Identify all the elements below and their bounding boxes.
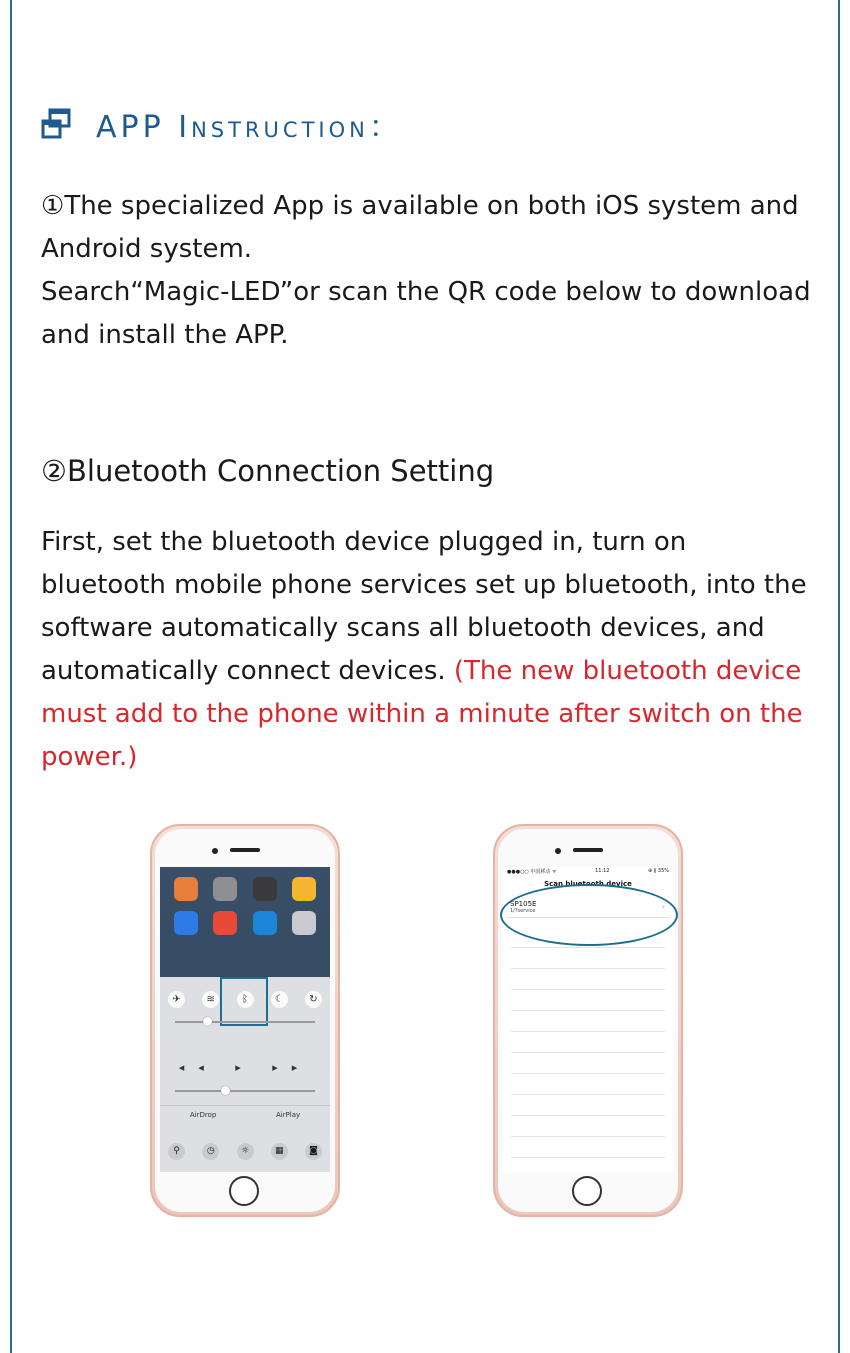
page-title: APP Instruction： (96, 110, 403, 145)
bluetooth-section-title (41, 450, 816, 493)
weibo-icon (213, 911, 237, 935)
step-number-2: ② (41, 454, 67, 488)
window-stack-icon (40, 108, 72, 140)
wifi-app-icon (253, 911, 277, 935)
settings-icon (213, 877, 237, 901)
wifi-icon[interactable]: ≋ (202, 991, 219, 1008)
moon-icon[interactable]: ☾ (271, 991, 288, 1008)
slider-knob[interactable] (221, 1086, 230, 1095)
camera-app-icon (253, 877, 277, 901)
search-instruction-text: Search“Magic-LED”or scan the QR code below to download and install the APP. (41, 277, 811, 350)
step-number-1: ① (41, 191, 65, 221)
phone-control-center (150, 824, 340, 1217)
baidu-icon (174, 911, 198, 935)
nightshift-icon[interactable]: ☼ (237, 1143, 254, 1160)
media-controls[interactable]: ◂◂ ▸ ▸▸ (178, 1061, 312, 1074)
control-center-panel (160, 977, 330, 1172)
airplane-icon[interactable]: ✈ (168, 991, 185, 1008)
airdrop-airplay-row (160, 1105, 330, 1124)
quick-actions (168, 1143, 322, 1160)
timer-icon[interactable]: ◷ (202, 1143, 219, 1160)
carrier-label: ●●●○○ 中国移动 ᯤ (507, 869, 557, 875)
device-name: SP105E (510, 900, 537, 908)
time-label: 11:12 (595, 868, 610, 874)
camera-shortcut-icon[interactable]: ◙ (305, 1143, 322, 1160)
home-button[interactable] (229, 1176, 259, 1206)
device-subtitle: 1/?service (510, 908, 536, 914)
slider-knob[interactable] (203, 1017, 212, 1026)
battery-label: ⊕ ∦ 35% (648, 868, 669, 874)
flashlight-icon[interactable]: ⚲ (168, 1143, 185, 1160)
camera-icon (555, 848, 561, 854)
screen-title: Scan bluetooth device (544, 880, 632, 888)
rotation-lock-icon[interactable]: ↻ (305, 991, 322, 1008)
camera-icon (212, 848, 218, 854)
bluetooth-instructions-paragraph (41, 521, 816, 779)
app-icon (292, 877, 316, 901)
home-button[interactable] (572, 1176, 602, 1206)
bluetooth-body-text: First, set the bluetooth device plugged in, turn on bluetooth mobile phone services set up bluetooth, into the software automatically scans all bluetooth devices, and automatically connect devices. (41, 527, 807, 686)
device-highlight-oval (500, 884, 678, 946)
app-availability-text: The specialized App is available on both iOS system and Android system. (41, 191, 799, 264)
volume-slider[interactable] (175, 1090, 315, 1092)
status-bar (507, 868, 669, 875)
empty-list-rows (511, 927, 665, 1167)
app-availability-paragraph (41, 185, 816, 357)
app-icon (292, 911, 316, 935)
section-header (40, 102, 403, 146)
app-icon-grid (166, 877, 324, 935)
left-border-line (10, 0, 12, 1353)
bluetooth-title-text: Bluetooth Connection Setting (67, 454, 495, 488)
right-border-line (838, 0, 840, 1353)
app-icon (174, 877, 198, 901)
speaker-grille (230, 848, 260, 852)
phone-screen (160, 867, 330, 1172)
speaker-grille (573, 848, 603, 852)
bluetooth-icon[interactable]: ᛒ (237, 991, 254, 1008)
brightness-slider[interactable] (175, 1021, 315, 1023)
phone-scan-list (493, 824, 683, 1217)
airplay-label[interactable]: AirPlay (275, 1111, 301, 1119)
calculator-icon[interactable]: ▦ (271, 1143, 288, 1160)
airdrop-label[interactable]: AirDrop (189, 1111, 217, 1119)
chevron-right-icon: › (661, 902, 665, 911)
bluetooth-warning-text: (The new bluetooth device must add to the phone within a minute after switch on the power.) (41, 656, 803, 772)
bluetooth-highlight-box (220, 977, 268, 1026)
home-screen (160, 867, 330, 1172)
